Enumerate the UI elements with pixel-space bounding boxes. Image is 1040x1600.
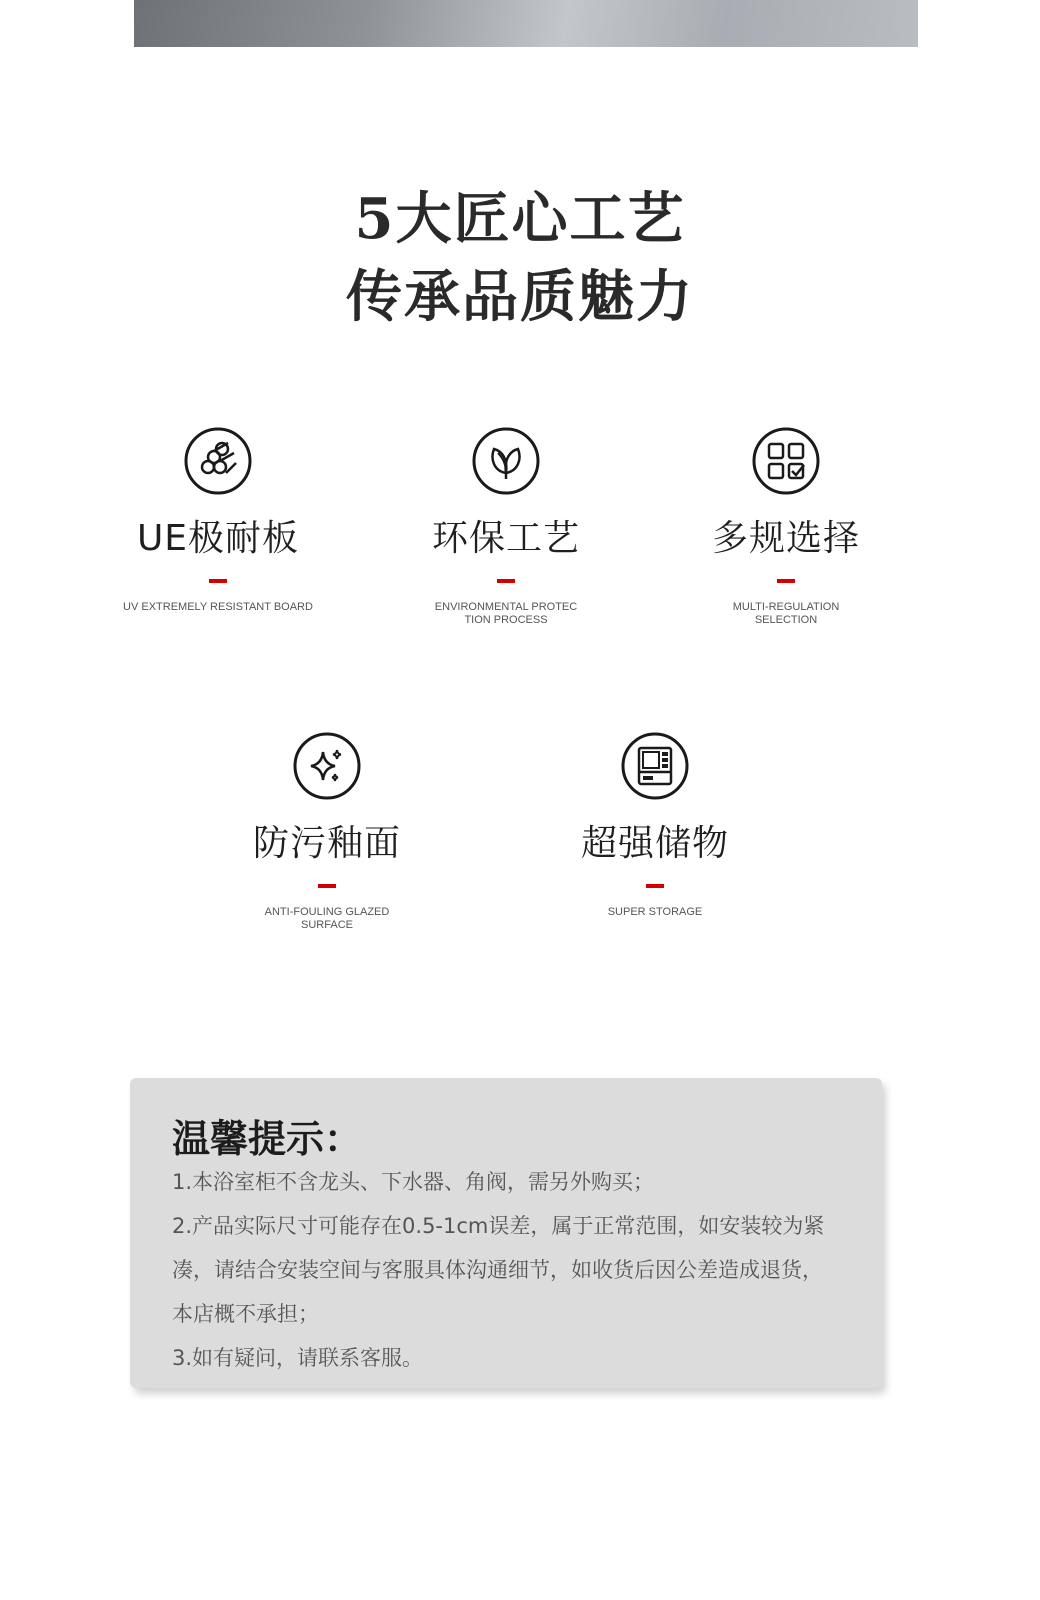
- pipes-icon: [184, 427, 252, 495]
- grid-check-icon: [752, 427, 820, 495]
- notice-title: 温馨提示：: [172, 1117, 363, 1161]
- feature-eco-process: [376, 427, 636, 627]
- feature-title: 超强储物: [580, 823, 729, 864]
- feature-subtitle: ENVIRONMENTAL PROTEC TION PROCESS: [434, 601, 578, 626]
- feature-subtitle: ANTI-FOULING GLAZED SURFACE: [264, 906, 390, 931]
- leaf-icon: [472, 427, 540, 495]
- notice-item: 1.本浴室柜不含龙头、下水器、角阀，需另外购买；: [172, 1170, 655, 1194]
- headline-line-1: 5大匠心工艺: [354, 186, 686, 252]
- red-divider: [497, 579, 515, 583]
- feature-ue-board: [88, 427, 348, 614]
- feature-super-storage: [525, 732, 785, 919]
- red-divider: [777, 579, 795, 583]
- red-divider: [209, 579, 227, 583]
- notice-item: 3.如有疑问，请联系客服。: [172, 1346, 424, 1370]
- red-divider: [318, 884, 336, 888]
- notice-box: [130, 1078, 882, 1388]
- feature-title: 多规选择: [711, 518, 860, 559]
- red-divider: [646, 884, 664, 888]
- top-banner-image: [134, 0, 918, 47]
- notice-item: 2.产品实际尺寸可能存在0.5-1cm误差，属于正常范围，如安装较为紧凑，请结合安装空间与客服具体沟通细节，如收货后因公差造成退货，本店概不承担；: [172, 1214, 825, 1326]
- feature-multi-regulation: [656, 427, 916, 627]
- feature-anti-fouling: [197, 732, 457, 932]
- sparkle-icon: [293, 732, 361, 800]
- notice-body: [172, 1160, 842, 1380]
- headline: [0, 180, 1040, 336]
- feature-title: 环保工艺: [431, 518, 580, 559]
- feature-title: 防污釉面: [252, 823, 401, 864]
- feature-subtitle: UV EXTREMELY RESISTANT BOARD: [123, 601, 313, 613]
- cabinet-icon: [621, 732, 689, 800]
- feature-title: UE极耐板: [136, 518, 300, 559]
- feature-subtitle: MULTI-REGULATION SELECTION: [732, 601, 840, 626]
- feature-subtitle: SUPER STORAGE: [607, 906, 703, 918]
- headline-line-2: 传承品质魅力: [346, 264, 694, 330]
